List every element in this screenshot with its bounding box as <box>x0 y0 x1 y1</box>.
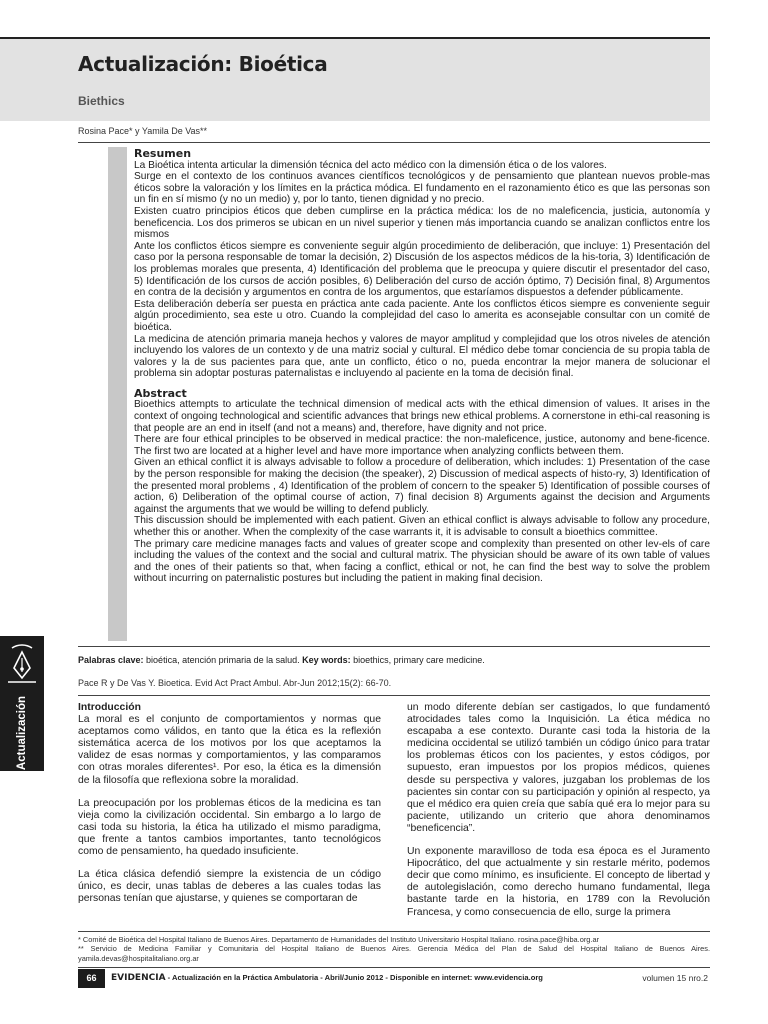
body-paragraph: un modo diferente debían ser castigados, lo que fundamentó atrocidades tales como la Inquisición. La ética médica no escapaba a ese contexto. Durante casi toda la historia de la medicina occidental se utilizó también un código único para tratar los problemas éticos con los pacientes, y estos códigos, por supuesto, eran impuestos por los propios médicos, quienes desde su perspectiva y valores, juzgaban los problemas de los pacientes sin contar con su participación y opinión al respecto, ya que el médico era quien creía que sabía qué era lo mejor para su paciente, utilizando un criterio que ahora denominamos “beneficencia”. <box>407 702 710 834</box>
section-side-label: Actualización <box>16 695 28 771</box>
keywords-es-text: bioética, atención primaria de la salud. <box>143 655 303 665</box>
keywords <box>78 655 485 665</box>
abstract-paragraph: Given an ethical conflict it is always advisable to follow a procedure of deliberation, which includes: 1) Presentation of the case by the person responsible for making the decision (the speaker), 2) Discussion of medical aspects of histo-ry, 3) Identification of the presented moral problems , 4) Identification of the problem of concern to the speaker 5) Identification of possible courses of action, 6) Deliberation of the optimal course of action, 7) final decision 8) Arguments against the decision and Arguments against the arguments that we would be willing to defend publicly. <box>134 457 710 515</box>
footer-description: - Actualización en la Práctica Ambulatoria - Abril/Junio 2012 - Disponible en internet: www.evidencia.org <box>165 973 543 982</box>
footer-rule <box>78 967 710 968</box>
keywords-es-label: Palabras clave: <box>78 655 144 665</box>
footnote: ** Servicio de Medicina Familiar y Comunitaria del Hospital Italiano de Buenos Aires. Gerencia Médica del Plan de Salud del Hospital Italiano de Buenos Aires. yamila.devas@hospitalitaliano.org.ar <box>78 944 710 963</box>
divider <box>78 931 710 932</box>
resumen-paragraph: Esta deliberación debería ser puesta en práctica ante cada paciente. Ante los conflictos éticos siempre es conveniente seguir algún procedimiento, sea este u otro. Cuando la complejidad del caso lo amerita es aconsejable consultar con un comité de bioética. <box>134 298 710 333</box>
abstract-heading: Abstract <box>134 386 187 400</box>
abstract-side-bar <box>108 147 127 641</box>
resumen-paragraph: La medicina de atención primaria maneja hechos y valores de mayor amplitud y complejidad que los otros niveles de atención incluyendo los valores de un contexto y de una matriz social y cultural. El médico debe tomar conciencia de su propia tabla de valores y la de sus pacientes para que, ante un conflicto, ético o no, pueda encontrar la mejor manera de solucionar el problema sin adoptar posturas paternalistas e incluyendo al paciente en la toma de decisión final. <box>134 333 710 380</box>
body-paragraph: La ética clásica defendió siempre la existencia de un código único, es decir, unas tablas de deberes a las cuales todas las personas tenían que ajustarse, y quienes se comportaran de <box>78 869 381 905</box>
abstract-paragraph: There are four ethical principles to be observed in medical practice: the non-maleficence, justice, autonomy and bene-ficence. The first two are located at a higher level and have more importance when analyzing conflicts between them. <box>134 434 710 457</box>
resumen-paragraph: Existen cuatro principios éticos que deben cumplirse en la práctica médica: los de no maleficencia, justicia, autonomía y beneficencia. Los dos primeros se ubican en un nivel superior y tienen más importancia cuando se analizan conflictos entre los mismos <box>134 205 710 241</box>
article-title: Actualización: Bioética <box>78 52 328 76</box>
body-column-right <box>407 702 710 919</box>
pen-nib-icon <box>4 642 40 686</box>
keywords-en-text: bioethics, primary care medicine. <box>350 655 485 665</box>
abstract-box <box>134 148 710 585</box>
article-subtitle: Biethics <box>78 94 125 108</box>
abstract-paragraph: Bioethics attempts to articulate the technical dimension of medical acts with the ethical dimension of values. It arises in the context of ongoing technological and scientific advances that brings new ethical problems. A cornerstone in ethi-cal reasoning is that people are an end in itself (and not a means) and, therefore, have dignity and not price. <box>134 399 710 434</box>
page-number: 66 <box>78 969 105 988</box>
authors: Rosina Pace* y Yamila De Vas** <box>78 126 208 136</box>
resumen-paragraph: Surge en el contexto de los continuos avances científicos tecnológicos y de pensamiento que plantean nuevos proble-mas éticos sobre la valoración y los límites en la práctica módica. El fundamento en el razonamiento ético es que las personas son un fin en sí mismo (y no un medio) y, por lo tanto, tienen dignidad y no precio. <box>134 171 710 206</box>
citation: Pace R y De Vas Y. Bioetica. Evid Act Pract Ambul. Abr-Jun 2012;15(2): 66-70. <box>78 678 392 688</box>
footer-text <box>111 973 543 983</box>
abstract-paragraph: This discussion should be implemented with each patient. Given an ethical conflict is always advisable to follow any procedure, whether this or another. When the complexity of the case warrants it, it is advisable to consult a bioethics committee. <box>134 515 710 538</box>
section-heading: Introducción <box>78 702 141 713</box>
abstract-paragraph: The primary care medicine manages facts and values of greater scope and complexity than presented on other lev-els of care including the values of the context and the social and cultural matrix. The physician should be aware of its own table of values and the ones of their patients so that, when facing a conflict, ethical or not, he can find the best way to solve the problem without incurring on paternalistic postures but including the patient in making final decision. <box>134 538 710 585</box>
footnote: * Comité de Bioética del Hospital Italiano de Buenos Aires. Departamento de Humanidades del Instituto Universitario Hospital Italiano. rosina.pace@hiba.org.ar <box>78 935 600 944</box>
resumen-paragraph: La Bioética intenta articular la dimensión técnica del acto médico con la dimensión ética o de los valores. <box>134 159 607 171</box>
volume-number: volumen 15 nro.2 <box>642 973 708 983</box>
body-paragraph: Un exponente maravilloso de toda esa época es el Juramento Hipocrático, del que actualmente y sin restarle mérito, podemos decir que como mínimo, es insuficiente. El concepto de libertad y de autolegislación, como derecho humano fundamental, llega bastante tarde en la historia, en 1789 con la Revolución Francesa, y como consecuencia de ello, surge la primera <box>407 846 710 918</box>
footnotes <box>78 935 710 963</box>
divider <box>78 142 710 143</box>
resumen-heading: Resumen <box>134 147 192 160</box>
keywords-en-label: Key words: <box>302 655 351 665</box>
body-paragraph: La preocupación por los problemas éticos de la medicina es tan vieja como la civilización occidental. Sin embargo a lo largo de casi toda su historia, la ética ha utilizado el mismo paradigma, que frente a tantos cambios importantes, tanto tecnológicos como de pensamiento, ha quedado insuficiente. <box>78 797 381 858</box>
resumen-paragraph: Ante los conflictos éticos siempre es conveniente seguir algún procedimiento de deliberación, que incluye: 1) Presentación del caso por la persona responsable de tomar la decisión, 2) Discusión de los aspectos médicos de la his-toria, 3) Identificación de los problemas morales que presenta, 4) Identificación del problema que le preocupa y quiere discutir el presentador del caso, 5) Identificación de los cursos de acción posibles, 6) Deliberación del curso de acción óptimo, 7) Decisión final, 8) Argumentos en contra de la decisión y argumentos en contra de los argumentos, que estaríamos dispuestos a defender públicamente. <box>134 240 710 299</box>
body-column-left <box>78 702 381 905</box>
journal-brand: EVIDENCIA <box>111 973 166 983</box>
divider <box>78 646 710 647</box>
body-paragraph: La moral es el conjunto de comportamientos y normas que aceptamos como válidos, en tanto que la ética es la reflexión sistemática acerca de los motivos por los que aceptamos la validez de esas normas y comportamientos, y las comparamos con otras morales diferentes¹. Por eso, la ética es la dimensión de la filosofía que reflexiona sobre la moralidad. <box>78 714 381 786</box>
divider <box>78 695 710 696</box>
